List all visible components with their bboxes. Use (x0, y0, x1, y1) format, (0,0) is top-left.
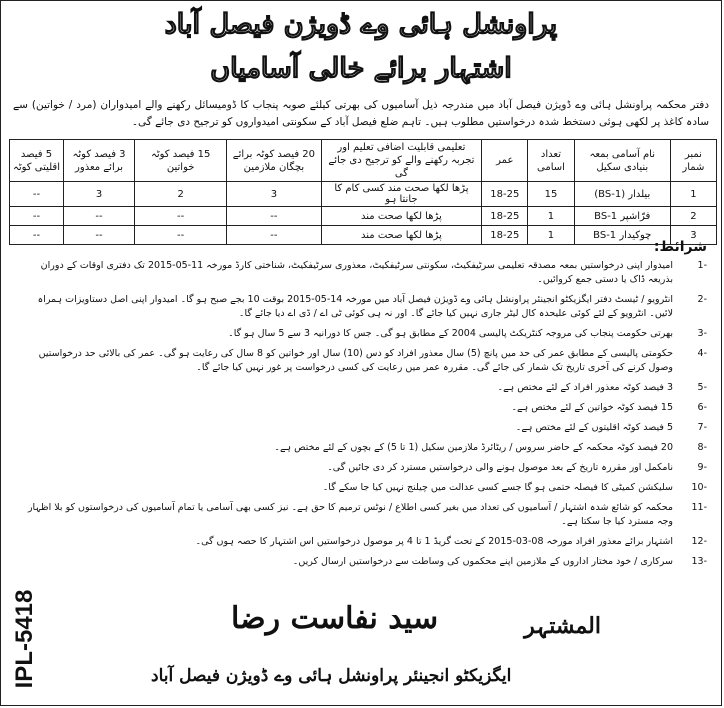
list-item (15, 481, 707, 495)
advertiser-label: المشتہر (524, 613, 601, 639)
table-row (10, 182, 717, 207)
condition-text: سلیکشن کمیٹی کا فیصلہ حتمی ہو گا جسے کسی عدالت میں چیلنج نہیں کیا جا سکے گا۔ (322, 482, 673, 493)
signature: سید نفاست رضا (231, 601, 439, 636)
condition-number: -13 (691, 556, 707, 567)
condition-text: اشتہار برائے معذور افراد مورخہ 08-03-2015 کے تحت گریڈ 1 تا 4 پر موصول درخواستیں اس اشتہار کا حصہ ہوں گی۔ (195, 536, 673, 547)
list-item (15, 381, 707, 395)
cell-qualification: پڑھا لکھا صحت مند کسی کام کا جانتا ہو (321, 182, 482, 207)
condition-number: -5 (697, 382, 707, 393)
designation: ایگزیکٹو انجینئر پراونشل ہائی وے ڈویژن فیصل آباد (151, 666, 512, 686)
list-item (15, 259, 707, 287)
title-line-1: پراونشل ہائی وے ڈویژن فیصل آباد (164, 9, 558, 40)
list-item (15, 401, 707, 415)
condition-text: محکمہ کو شائع شدہ اشتہار / آسامیوں کی تعداد میں بغیر کسی اطلاع / نوٹس ترمیم کا حق ہے۔ نیز کسی بھی آسامی یا تمام آسامیوں کی درخواستوں کو بلا اظہار وجہ مسترد کیا جا سکتا ہے۔ (27, 502, 673, 527)
cell-quota-minority: -- (10, 182, 64, 207)
condition-text: 5 فیصد کوٹہ اقلیتوں کے لئے مختص ہے۔ (515, 422, 673, 433)
table-row (10, 226, 717, 245)
list-item (15, 293, 707, 321)
ipl-code-text: IPL-5418 (11, 589, 38, 688)
condition-text: حکومتی پالیسی کے مطابق عمر کی حد میں پانچ (5) سال معذور افراد کو دس (10) سال اور خواتین کو 8 سال کی رعایت ہو گی۔ عمر کی بالائی حد درخواستیں وصول کرنے کی آخری تاریخ تک شمار کی جائے گی۔ مقررہ عمر میں رعایت کی کسی درخواست پر غور نہیں کیا جائے گا۔ (38, 348, 673, 373)
cell-quota-disabled: -- (64, 207, 135, 226)
list-item (15, 347, 707, 375)
vacancies-table (9, 139, 717, 245)
condition-text: نامکمل اور مقررہ تاریخ کے بعد موصول ہونے والی درخواستیں مسترد کر دی جائیں گی۔ (327, 462, 673, 473)
cell-quota-children: -- (227, 207, 321, 226)
list-item (15, 535, 707, 549)
table-header-row (10, 140, 717, 182)
col-header-count: تعداد اسامی (528, 140, 574, 182)
cell-qualification: پڑھا لکھا صحت مند (321, 207, 482, 226)
cell-serial: 3 (670, 226, 716, 245)
condition-number: -3 (697, 328, 707, 339)
table-row (10, 207, 717, 226)
cell-post: فرّاشپر BS-1 (574, 207, 670, 226)
list-item (15, 555, 707, 569)
cell-age: 18-25 (482, 182, 528, 207)
condition-text: بھرتی حکومت پنجاب کی مروجہ کنٹریکٹ پالیسی 2004 کے مطابق ہو گی۔ جس کا دورانیہ 3 سے 5 سال ہو گا۔ (228, 328, 673, 339)
col-header-serial: نمبر شمار (670, 140, 716, 182)
list-item (15, 461, 707, 475)
title-line-2: اشتہار برائے خالی آسامیاں (210, 53, 512, 84)
col-header-post: نام آسامی بمعہ بنیادی سکیل (574, 140, 670, 182)
ipl-code (5, 576, 45, 701)
cell-quota-disabled: 3 (64, 182, 135, 207)
col-header-quota-children: 20 فیصد کوٹہ برائے بچگان ملازمین (227, 140, 321, 182)
col-header-quota-minority: 5 فیصد اقلیتی کوٹہ (10, 140, 64, 182)
cell-quota-women: 2 (135, 182, 227, 207)
condition-text: سرکاری / خود مختار اداروں کے ملازمین اپنے محکموں کی وساطت سے درخواستیں ارسال کریں۔ (292, 556, 673, 567)
cell-count: 1 (528, 207, 574, 226)
col-header-age: عمر (482, 140, 528, 182)
condition-number: -12 (691, 536, 707, 547)
condition-number: -8 (697, 442, 707, 453)
cell-quota-minority: -- (10, 207, 64, 226)
condition-text: انٹرویو / ٹیسٹ دفتر ایگزیکٹو انجینئر پراونشل ہائی وے ڈویژن فیصل آباد میں مورخہ 14-05-2015 بوقت 10 بجے صبح ہو گا۔ امیدوار اپنی اصل دستاویزات ہمراہ لائیں۔ انٹرویو کے لئے کوئی علیحدہ کال لیٹر جاری نہیں کیا جائے گا۔ اور نہ ہی کوئی ٹی اے / ڈی اے دیا جائے گا۔ (37, 294, 673, 319)
condition-number: -9 (697, 462, 707, 473)
cell-quota-minority: -- (10, 226, 64, 245)
col-header-quota-disabled: 3 فیصد کوٹہ برائے معذور (64, 140, 135, 182)
conditions-list (15, 259, 707, 575)
col-header-quota-women: 15 فیصد کوٹہ خواتین (135, 140, 227, 182)
condition-text: 3 فیصد کوٹہ معذور افراد کے لئے مختص ہے۔ (497, 382, 673, 393)
cell-count: 1 (528, 226, 574, 245)
col-header-qualification: تعلیمی قابلیت اضافی تعلیم اور تجربہ رکھنے والے کو ترجیح دی جائے گی (321, 140, 482, 182)
cell-quota-disabled: -- (64, 226, 135, 245)
cell-count: 15 (528, 182, 574, 207)
cell-serial: 1 (670, 182, 716, 207)
condition-text: 15 فیصد کوٹہ خواتین کے لئے مختص ہے۔ (511, 402, 673, 413)
cell-quota-children: -- (227, 226, 321, 245)
condition-number: -11 (691, 502, 707, 513)
condition-number: -1 (697, 260, 707, 271)
cell-qualification: پڑھا لکھا صحت مند (321, 226, 482, 245)
list-item (15, 501, 707, 529)
cell-age: 18-25 (482, 207, 528, 226)
condition-number: -2 (697, 294, 707, 305)
condition-number: -6 (697, 402, 707, 413)
list-item (15, 441, 707, 455)
condition-number: -10 (691, 482, 707, 493)
cell-quota-children: 3 (227, 182, 321, 207)
cell-quota-women: -- (135, 207, 227, 226)
cell-quota-women: -- (135, 226, 227, 245)
intro-paragraph: دفتر محکمہ پراونشل ہائی وے ڈویژن فیصل آباد میں مندرجہ ذیل آسامیوں کی بھرتی کیلئے صوبہ پنجاب کا ڈومیسائل رکھنے والے امیدواران (مرد / خواتین) سے سادہ کاغذ پر لکھی ہوئی دستخط شدہ درخواستیں مطلوب ہیں۔ تاہم ضلع فیصل آباد کے سکونتی امیدواروں کو ترجیح دی جائے گی۔ (13, 99, 709, 128)
cell-serial: 2 (670, 207, 716, 226)
condition-text: امیدوار اپنی درخواستیں بمعہ مصدقہ تعلیمی سرٹیفکیٹ، سکونتی سرٹیفکیٹ، معذوری سرٹیفکیٹ، شناختی کارڈ مورخہ 11-05-2015 تک دفتری اوقات کے دوران بذریعہ ڈاک یا دستی جمع کروائیں۔ (40, 260, 673, 285)
cell-post: بیلدار (BS-1) (574, 182, 670, 207)
conditions-heading: شرائط: (653, 239, 707, 255)
cell-age: 18-25 (482, 226, 528, 245)
list-item (15, 327, 707, 341)
cell-post: چوکیدار BS-1 (574, 226, 670, 245)
condition-number: -4 (697, 348, 707, 359)
condition-text: 20 فیصد کوٹہ محکمہ کے حاضر سروس / ریٹائرڈ ملازمین سکیل (1 تا 5) کے بچوں کے لئے مختص ہے۔ (274, 442, 673, 453)
list-item (15, 421, 707, 435)
condition-number: -7 (697, 422, 707, 433)
